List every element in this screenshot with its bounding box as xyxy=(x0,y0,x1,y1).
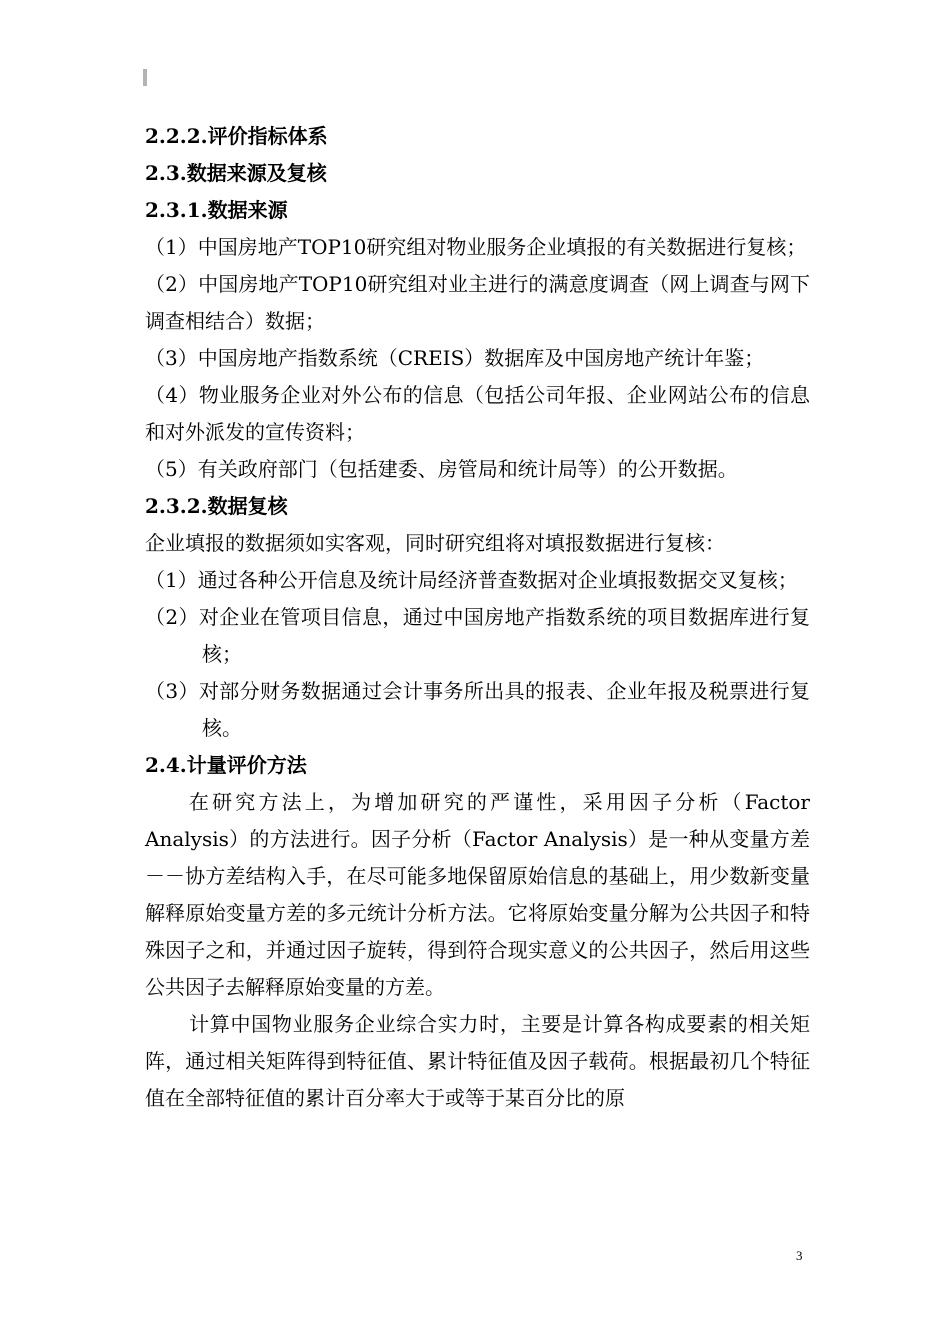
source-item-3: （3）中国房地产指数系统（CREIS）数据库及中国房地产统计年鉴； xyxy=(145,346,765,370)
review-item-2: （2）对企业在管项目信息，通过中国房地产指数系统的项目数据库进行复核； xyxy=(145,605,810,666)
page-content xyxy=(145,118,810,1117)
heading-2-3-2: 2.3.2.数据复核 xyxy=(145,494,288,518)
heading-2-4: 2.4.计量评价方法 xyxy=(145,753,307,777)
source-item-2: （2）中国房地产TOP10研究组对业主进行的满意度调查（网上调查与网下调查相结合）数据； xyxy=(145,272,810,333)
source-item-1: （1）中国房地产TOP10研究组对物业服务企业填报的有关数据进行复核； xyxy=(145,235,807,259)
margin-marker xyxy=(143,69,147,86)
heading-2-2-2: 2.2.2.评价指标体系 xyxy=(145,124,328,148)
heading-2-3: 2.3.数据来源及复核 xyxy=(145,161,327,185)
page-number: 3 xyxy=(796,1248,803,1263)
heading-2-3-1: 2.3.1.数据来源 xyxy=(145,198,288,222)
source-item-5: （5）有关政府部门（包括建委、房管局和统计局等）的公开数据。 xyxy=(145,457,738,481)
method-paragraph-2: 计算中国物业服务企业综合实力时，主要是计算各构成要素的相关矩阵，通过相关矩阵得到特征值、累计特征值及因子载荷。根据最初几个特征值在全部特征值的累计百分率大于或等于某百分比的原 xyxy=(145,1012,810,1110)
review-intro: 企业填报的数据须如实客观，同时研究组将对填报数据进行复核： xyxy=(145,531,725,555)
method-paragraph-1: 在研究方法上，为增加研究的严谨性，采用因子分析（Factor Analysis）的方法进行。因子分析（Factor Analysis）是一种从变量方差－－协方差结构入手，在尽可能多地保留原始信息的基础上，用少数新变量解释原始变量方差的多元统计分析方法。它将原始变量分解为公共因子和特殊因子之和，并通过因子旋转，得到符合现实意义的公共因子，然后用这些公共因子去解释原始变量的方差。 xyxy=(145,790,810,999)
review-item-3: （3）对部分财务数据通过会计事务所出具的报表、企业年报及税票进行复核。 xyxy=(145,679,810,740)
review-item-1: （1）通过各种公开信息及统计局经济普查数据对企业填报数据交叉复核； xyxy=(145,568,798,592)
source-item-4: （4）物业服务企业对外公布的信息（包括公司年报、企业网站公布的信息和对外派发的宣传资料； xyxy=(145,383,810,444)
